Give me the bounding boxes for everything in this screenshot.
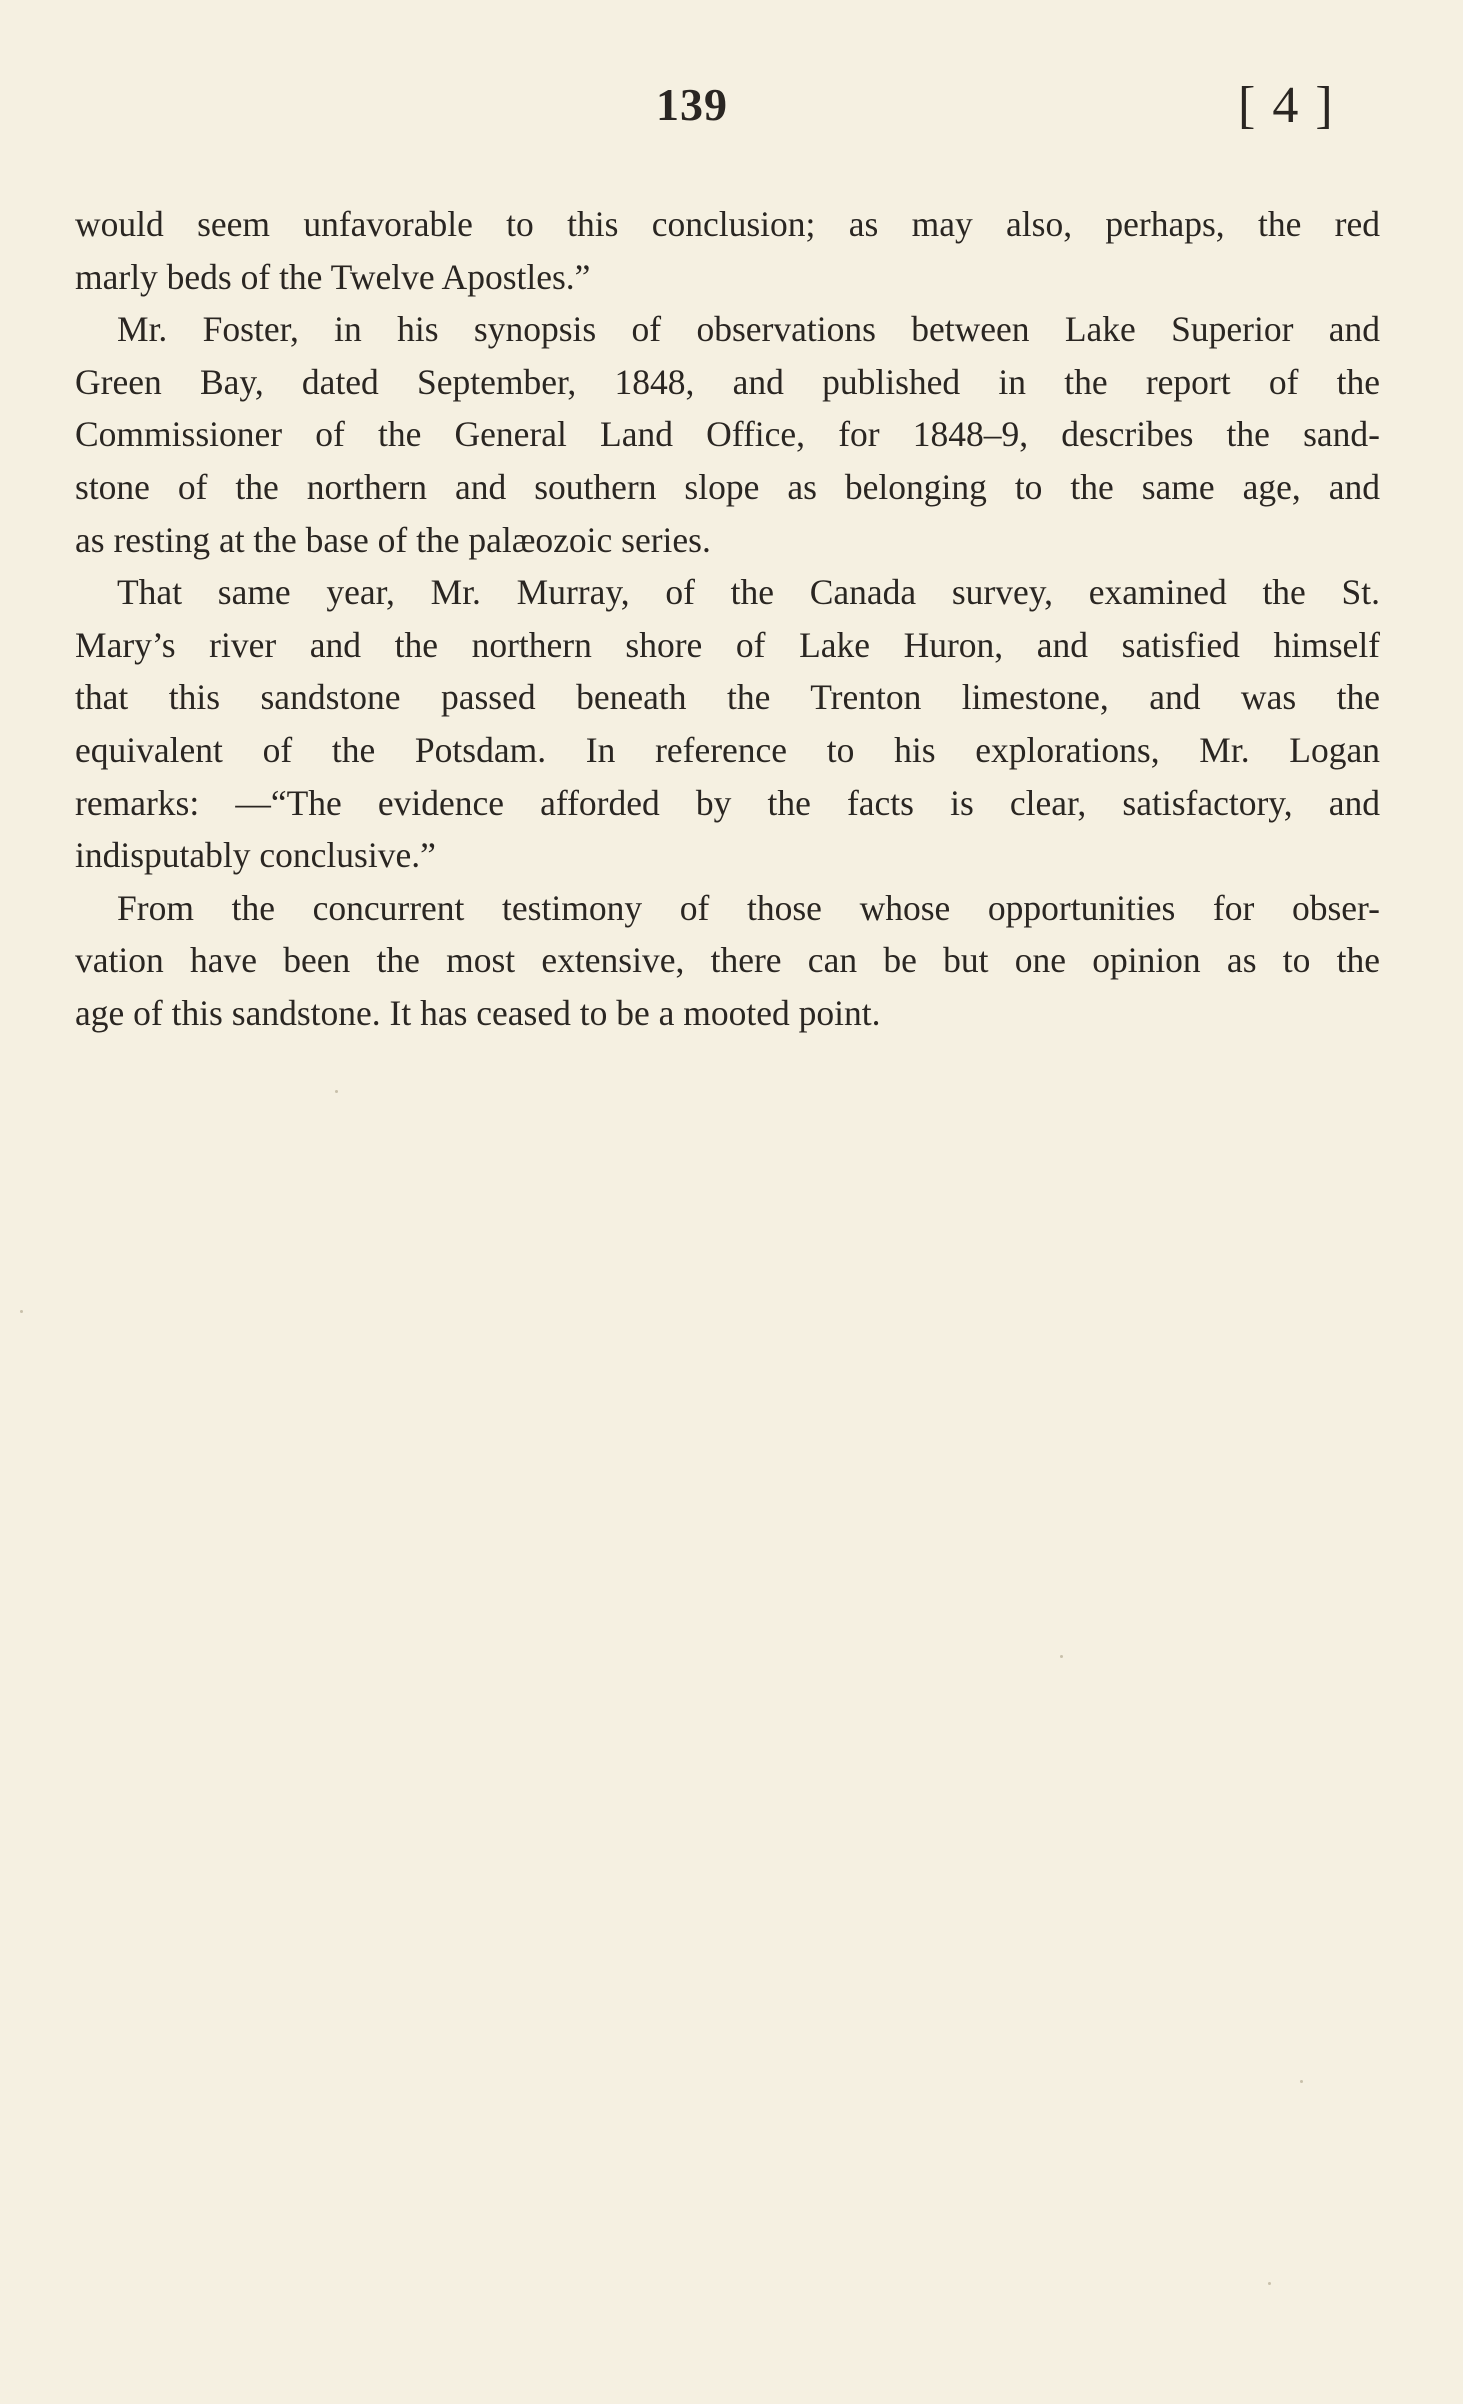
text-line: would seem unfavorable to this conclusion; as may also, perhaps, the red <box>75 204 1380 244</box>
text-line: Commissioner of the General Land Office, for 1848–9, describes the sand- <box>75 414 1380 455</box>
paragraph-1 <box>75 198 1380 303</box>
paragraph-2 <box>75 303 1380 566</box>
text-line: age of this sandstone. It has ceased to be a mooted point. <box>75 992 881 1033</box>
paper-speck <box>1268 2282 1271 2285</box>
text-line: that this sandstone passed beneath the Trenton limestone, and was the <box>75 677 1380 718</box>
text-line: Mary’s river and the northern shore of Lake Huron, and satisfied himself <box>75 624 1380 665</box>
text-line: vation have been the most extensive, there can be but one opinion as to the <box>75 940 1380 981</box>
page-header <box>0 78 1463 148</box>
text-line: That same year, Mr. Murray, of the Canada survey, examined the St. <box>117 572 1380 613</box>
text-line: as resting at the base of the palæozoic series. <box>75 519 711 560</box>
body-text <box>75 198 1380 1040</box>
text-line: remarks: —“The evidence afforded by the facts is clear, satisfactory, and <box>75 782 1380 823</box>
document-number: [ 4 ] <box>1238 77 1335 134</box>
paragraph-4 <box>75 882 1380 1040</box>
paragraph-3 <box>75 566 1380 882</box>
text-line: stone of the northern and southern slope as belonging to the same age, and <box>75 466 1380 507</box>
text-line: equivalent of the Potsdam. In reference to his explorations, Mr. Logan <box>75 729 1380 770</box>
paper-speck <box>1300 2080 1303 2083</box>
paper-speck <box>1060 1655 1063 1658</box>
text-line: Mr. Foster, in his synopsis of observations between Lake Superior and <box>117 309 1380 350</box>
page-number: 139 <box>656 79 728 130</box>
paper-speck <box>335 1090 338 1093</box>
text-line: From the concurrent testimony of those whose opportunities for obser- <box>117 887 1380 928</box>
text-line: Green Bay, dated September, 1848, and published in the report of the <box>75 361 1380 402</box>
text-line: marly beds of the Twelve Apostles.” <box>75 256 591 297</box>
text-line: indisputably conclusive.” <box>75 835 436 876</box>
paper-speck <box>20 1310 23 1313</box>
